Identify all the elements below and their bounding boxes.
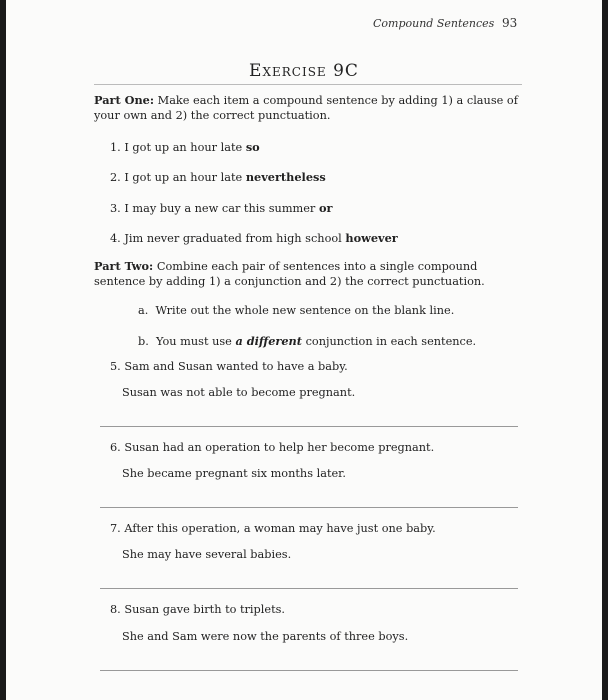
part-two-instructions [94,259,526,289]
note-item: b. You must use a different conjunction in each sentence. [138,334,477,348]
emphasis: a different [235,334,302,348]
part-two-label: Part Two: [94,259,154,273]
answer-line[interactable] [100,426,518,427]
list-item: 8. Susan gave birth to triplets. [110,603,286,616]
conjunction: nevertheless [245,170,326,184]
answer-line[interactable] [100,588,518,589]
list-item: 5. Sam and Susan wanted to have a baby. [110,360,348,373]
part-one-text: Make each item a compound sentence by adding 1) a clause of your own and 2) the correct punctuation. [94,94,518,122]
second-sentence: She became pregnant six months later. [122,467,346,480]
conjunction: however [345,231,398,245]
answer-line[interactable] [100,507,518,508]
part-two-text: Combine each pair of sentences into a single compound sentence by adding 1) a conjunction and 2) the correct punctuation. [94,260,485,288]
part-one-label: Part One: [94,93,155,107]
running-head: Compound Sentences [373,17,495,30]
list-item: 3. I may buy a new car this summer or [110,201,333,215]
second-sentence: She may have several babies. [122,548,292,561]
book-page [6,0,602,700]
exercise-title: Exercise 9C [249,61,359,81]
list-item: 7. After this operation, a woman may have just one baby. [110,522,436,535]
list-item: 4. Jim never graduated from high school however [110,231,398,245]
list-item: 1. I got up an hour late so [110,140,260,154]
conjunction: or [318,201,333,215]
title-divider [94,84,522,85]
answer-line[interactable] [100,670,518,671]
note-item: a. Write out the whole new sentence on the blank line. [138,304,455,317]
list-item: 2. I got up an hour late nevertheless [110,170,326,184]
second-sentence: She and Sam were now the parents of three boys. [122,630,409,643]
second-sentence: Susan was not able to become pregnant. [122,386,356,399]
conjunction: so [245,140,260,154]
part-one-instructions [94,93,526,123]
page-number: 93 [502,16,518,30]
list-item: 6. Susan had an operation to help her become pregnant. [110,441,435,454]
